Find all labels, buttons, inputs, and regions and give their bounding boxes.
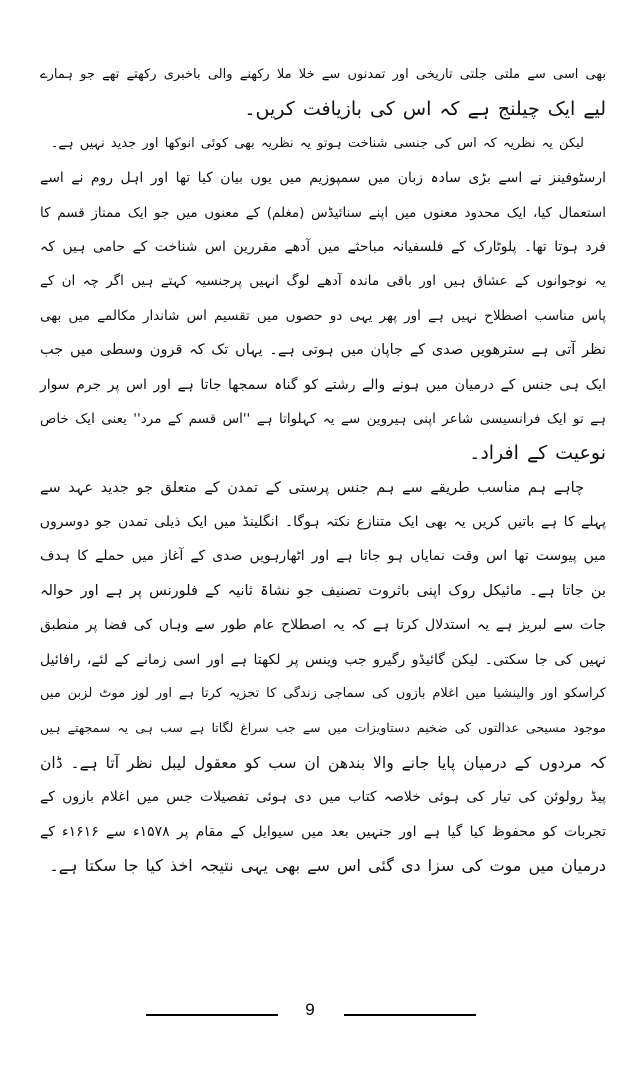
text-line: جات سے لبریز ہے یہ استدلال کرتا ہے کہ یہ اصطلاح عام طور سے وہاں کی فضا پر منطبق [40,617,606,634]
text-line: استعمال کیا، ایک محدود معنوں میں اپنے سنائیڈس (مغلم) کے معنوں میں جو ایک ممتاز قسم کا [40,204,606,221]
page-footer [0,996,642,1026]
footer-rule-left [146,1014,278,1016]
page-number: 9 [305,1000,315,1019]
text-line: ارسٹوفینز نے اسے بڑی سادہ زبان میں سمپوزیم میں یوں بیان کیا تھا اور اہل روم نے اسے [40,170,606,187]
text-line: ہے تو ایک فرانسیسی شاعر اپنی ہیروین سے یہ کہلواتا ہے ''اس قسم کے مرد'' یعنی ایک خاص [40,410,606,427]
text-line: نوعیت کے افراد۔ [469,442,606,465]
text-line: فرد ہوتا تھا۔ پلوٹارک کے فلسفیانہ مباحثے میں آدھے مقررین اس شناخت کے حامی ہیں کہ [40,238,606,255]
paragraph-start-line: چاہے ہم مناسب طریقے سے ہم جنس پرستی کے تمدن کے متعلق جو جدید عہد سے [40,479,584,496]
text-line: نظر آتی ہے سترھویں صدی کے جاپان میں ہوتی ہے۔ یہاں تک کہ قرون وسطی میں جب [40,342,606,359]
text-line: بھی اسی سے ملتی جلتی تاریخی اور تمدنوں سے خلا ملا رکھنے والی باخبری رکھتے تھے جو ہمارے [40,67,606,82]
text-line: کہ مردوں کے درمیان پایا جانے والا بندھن ان سب کو معقول لیبل نظر آتا ہے۔ ڈان [40,753,606,772]
text-line: تجربات کو محفوظ کیا گیا ہے اور جنہیں بعد میں سیوایل کے مقام پر ۱۵۷۸ء سے ۱۶۱۶ء کے [40,823,606,840]
paragraph-start-line: لیکن یہ نظریہ کہ اس کی جنسی شناخت ہوتو یہ نظریہ بھی کوئی انوکھا اور جدید نہیں ہے۔ [50,135,584,151]
text-line: ایک ہی جنس کے درمیان میں ہونے والے رشتے کو گناہ سمجھا جاتا ہے اور اس پر جرم سوار [40,376,606,393]
text-line: درمیان میں موت کی سزا دی گئی اس سے بھی یہی نتیجہ اخذ کیا جا سکتا ہے۔ [49,855,606,875]
text-line: نہیں کی جا سکتی۔ لیکن گائیڈو رگیرو جب وینس پر لکھتا ہے اور اسی زمانے کے لئے، رافائیل [40,651,606,668]
text-line: پیڈ رولوئن کی تیار کی ہوئی خلاصہ کتاب میں دی ہوئی تفصیلات جس میں اغلام بازوں کے [40,789,606,806]
text-line: بن جاتا ہے۔ مائیکل روک اپنی باثروت تصنیف جو نشاۃ ثانیہ کے فلورنس پر ہے اور حوالہ [40,582,606,599]
footer-rule-right [344,1014,476,1016]
text-line: موجود مسیحی عدالتوں کی ضخیم دستاویزات میں سے جب سراغ لگاتا ہے سب ہی یہ سمجھتے ہیں [40,720,606,736]
text-line: کراسکو اور والینشیا میں اغلام بازوں کی سماجی زندگی کا تجزیہ کرتا ہے اور لوز موٹ لزبن میں [40,686,606,702]
text-line: یہ نوجوانوں کے عشاق ہیں اور باقی ماندہ آدھے لوگ انہیں پرجنسیہ کہتے ہیں اگر چہ ان کے [40,273,606,290]
text-line: میں پیوست تھا اس وقت نمایاں ہو جاتا ہے اور اٹھارہویں صدی کے آغاز میں حملے کا ہدف [40,548,606,565]
text-line: لیے ایک چیلنج ہے کہ اس کی بازیافت کریں۔ [244,98,606,121]
body-text [40,58,606,883]
text-line: پاس مناسب اصطلاح نہیں ہے اور پھر یہی دو حصوں میں تقسیم اس شاندار مکالمے میں بھی [40,307,606,324]
text-line: پہلے کا ہے باتیں کریں یہ بھی ایک متنازع نکتہ ہوگا۔ انگلینڈ میں ایک ذیلی تمدن جو دوسروں [39,514,606,531]
